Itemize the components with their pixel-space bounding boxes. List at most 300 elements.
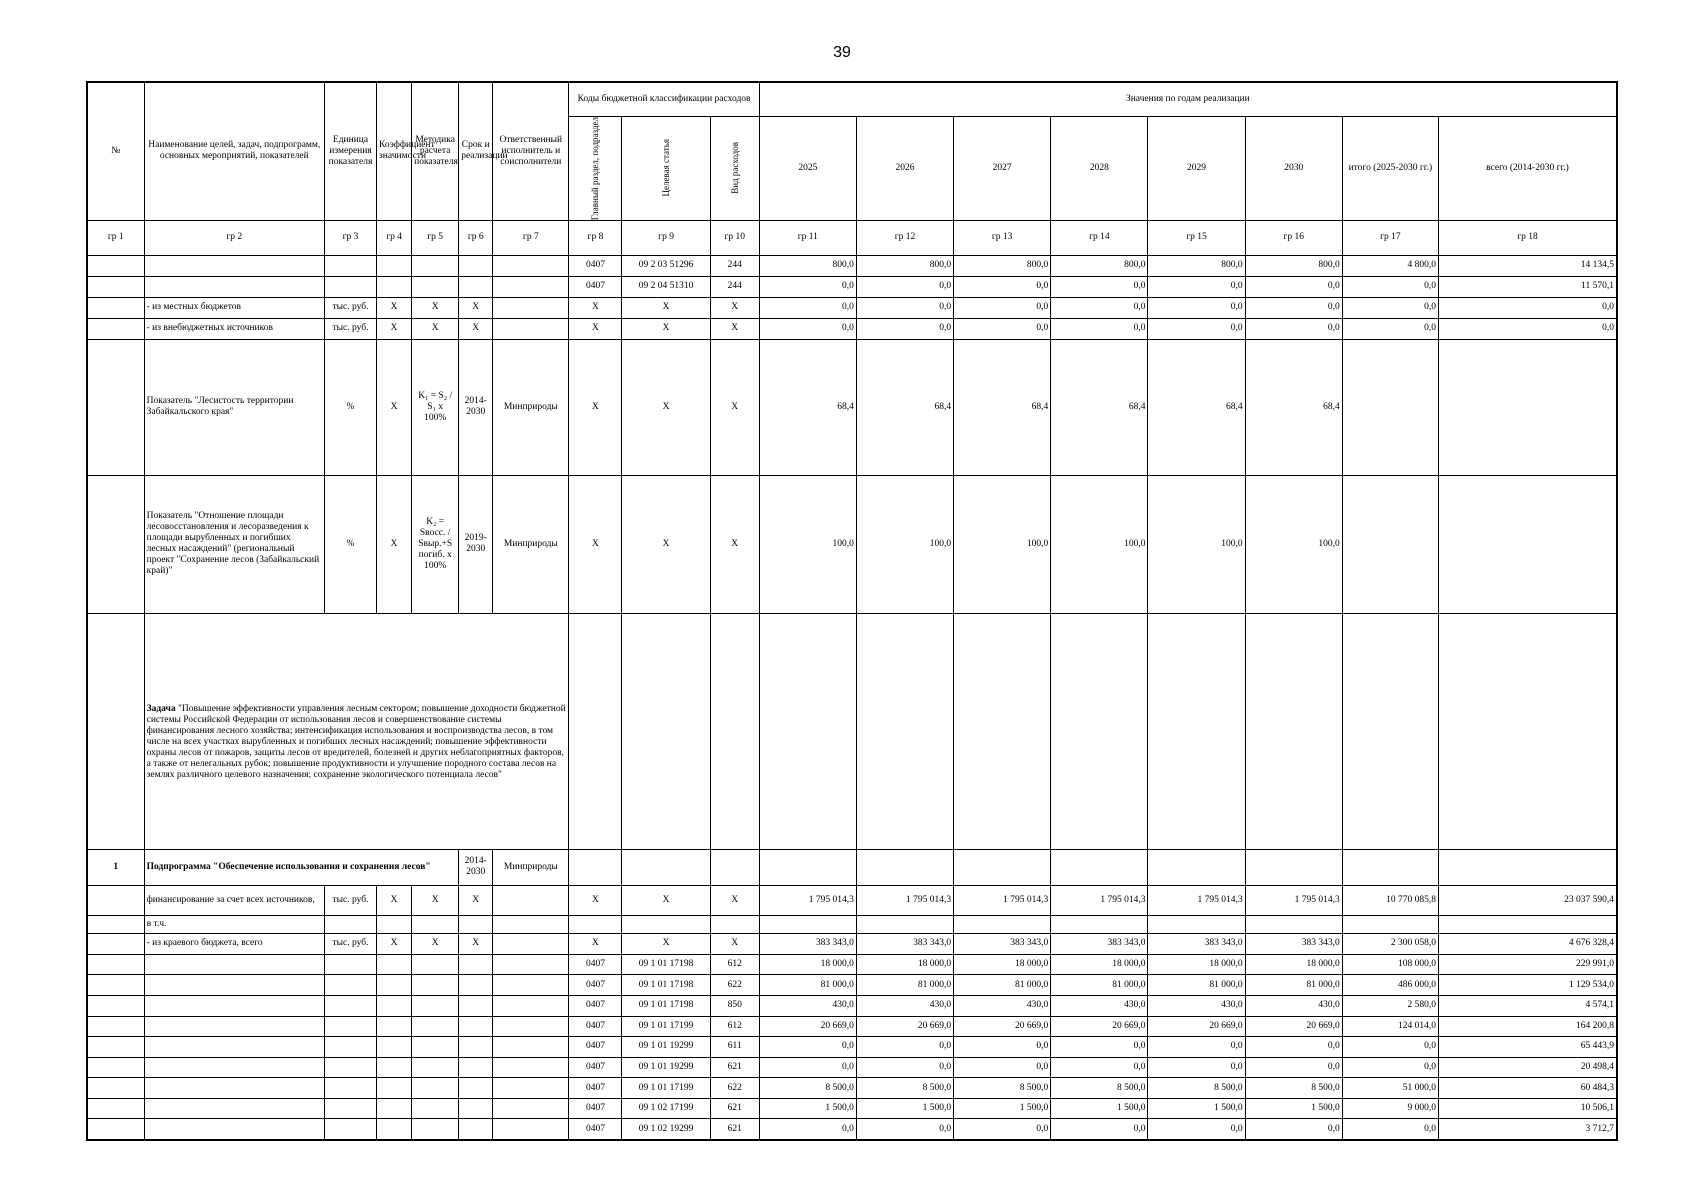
code-kind: 612: [710, 954, 759, 975]
value-cell: 0,0: [954, 318, 1051, 339]
value-cell: 0,0: [1051, 318, 1148, 339]
empty-cell: [324, 1078, 376, 1099]
empty-cell: [87, 954, 144, 975]
code-main: X: [569, 339, 622, 475]
empty-cell: [493, 1057, 569, 1078]
method-line: 100%: [424, 412, 447, 423]
group-label: гр 13: [954, 220, 1051, 255]
header-name: Наименование целей, задач, подпрограмм, основных мероприятий, показателей: [144, 82, 324, 220]
value-cell: 430,0: [1148, 995, 1245, 1016]
value-cell: 100,0: [1148, 475, 1245, 613]
value-cell: 0,0: [759, 318, 856, 339]
empty-cell: [459, 1037, 493, 1058]
value-cell: 0,0: [954, 297, 1051, 318]
group-label: гр 7: [493, 220, 569, 255]
value-cell: 100,0: [759, 475, 856, 613]
code-main: 0407: [569, 276, 622, 297]
value-cell: 0,0: [856, 1037, 953, 1058]
value-cell: 430,0: [1245, 995, 1342, 1016]
value-cell: 81 000,0: [1051, 975, 1148, 996]
value-cell: 81 000,0: [954, 975, 1051, 996]
code-kind: 622: [710, 1078, 759, 1099]
method-line: K₂ =: [426, 516, 445, 527]
code-main: 0407: [569, 954, 622, 975]
value-cell: 81 000,0: [1148, 975, 1245, 996]
value-cell: 800,0: [1245, 255, 1342, 276]
empty-cell: [377, 975, 412, 996]
subprogram-num: 1: [87, 849, 144, 885]
group-label: гр 11: [759, 220, 856, 255]
code-main: X: [569, 318, 622, 339]
value-cell: 68,4: [856, 339, 953, 475]
value-cell: 0,0: [856, 1057, 953, 1078]
empty-cell: [324, 1037, 376, 1058]
group-label: гр 2: [144, 220, 324, 255]
code-target: X: [622, 475, 710, 613]
group-label: гр 9: [622, 220, 710, 255]
value-cell: 0,0: [1051, 1057, 1148, 1078]
value-cell: 0,0: [856, 297, 953, 318]
value-cell: 0,0: [1245, 1119, 1342, 1140]
empty-cell: [459, 975, 493, 996]
value-cell: 0,0: [856, 276, 953, 297]
empty-cell: [377, 995, 412, 1016]
empty-cell: [412, 954, 459, 975]
value-cell: 1 500,0: [856, 1098, 953, 1119]
value-cell: 1 795 014,3: [1148, 885, 1245, 915]
code-target: 09 1 01 17199: [622, 1016, 710, 1037]
subprogram-name: Подпрограмма "Обеспечение использования и сохранения лесов": [144, 849, 459, 885]
header-year-2030: 2030: [1245, 116, 1342, 220]
value-cell: 1 500,0: [1051, 1098, 1148, 1119]
total-period-cell: 4 800,0: [1342, 255, 1438, 276]
empty-cell: [377, 954, 412, 975]
code-kind: 621: [710, 1057, 759, 1078]
indicator-coef: X: [377, 475, 412, 613]
value-cell: 0,0: [954, 1057, 1051, 1078]
code-main: 0407: [569, 975, 622, 996]
empty-cell: [493, 1037, 569, 1058]
code-kind: X: [710, 933, 759, 954]
row-name: - из внебюджетных источников: [144, 318, 324, 339]
value-cell: 20 669,0: [954, 1016, 1051, 1037]
empty-cell: [412, 1078, 459, 1099]
total-period-cell: 486 000,0: [1342, 975, 1438, 996]
empty-cell: [144, 1119, 324, 1140]
code-target: 09 1 01 17198: [622, 995, 710, 1016]
empty-cell: [144, 954, 324, 975]
group-label-row: [87, 220, 1617, 255]
header-year-2029: 2029: [1148, 116, 1245, 220]
value-cell: 0,0: [954, 276, 1051, 297]
group-label: гр 6: [459, 220, 493, 255]
value-cell: 0,0: [1245, 276, 1342, 297]
empty-cell: [324, 1057, 376, 1078]
total-all-cell: 4 574,1: [1438, 995, 1617, 1016]
empty-cell: [87, 1057, 144, 1078]
empty-cell: [144, 1057, 324, 1078]
empty-cell: [412, 1037, 459, 1058]
task-text: "Повышение эффективности управления лесным сектором; повышение доходности бюджетной системы Российской Федерации от использования лесов и совершенствование системы финансирования лесного хозяйства; интенсификация использования и воспроизводства лесов, в том числе на всех участках вырубленных и погибших лесных насаждений; повышение эффективности охраны лесов от пожаров, защиты лесов от вредителей, болезней и других неблагоприятных факторов, а также от нелегальных рубок; повышение продуктивности и улучшение породного состава лесов на землях различного целевого назначения; сохранение экологического потенциала лесов": [146, 704, 566, 780]
value-cell: 1 500,0: [759, 1098, 856, 1119]
group-label: гр 5: [412, 220, 459, 255]
regional-budget-row: [87, 933, 1617, 954]
empty-cell: [144, 1078, 324, 1099]
method-line: Sвыр.+S: [418, 538, 453, 549]
row-method: X: [412, 318, 459, 339]
code-target: 09 1 01 17199: [622, 1078, 710, 1099]
method-line: S₁ x: [427, 401, 444, 412]
code-main: 0407: [569, 1016, 622, 1037]
value-cell: 0,0: [1245, 1057, 1342, 1078]
regional-coef: X: [377, 933, 412, 954]
value-cell: 0,0: [759, 297, 856, 318]
value-cell: 0,0: [759, 276, 856, 297]
indicator-method: [412, 339, 459, 475]
table-row: [87, 276, 1617, 297]
code-kind: 850: [710, 995, 759, 1016]
total-period-cell: 51 000,0: [1342, 1078, 1438, 1099]
indicator-row-reforestation: [87, 475, 1617, 613]
subprogram-term: 2014-2030: [459, 849, 493, 885]
value-cell: 0,0: [1148, 1057, 1245, 1078]
empty-cell: [144, 975, 324, 996]
group-label: гр 14: [1051, 220, 1148, 255]
empty-cell: [87, 995, 144, 1016]
value-cell: 0,0: [759, 1119, 856, 1140]
code-main: 0407: [569, 1098, 622, 1119]
code-main: X: [569, 475, 622, 613]
empty-cell: [377, 1098, 412, 1119]
row-term: X: [459, 318, 493, 339]
value-cell: 20 669,0: [856, 1016, 953, 1037]
empty-cell: [324, 1016, 376, 1037]
table-row: [87, 995, 1617, 1016]
total-period-cell: 10 770 085,8: [1342, 885, 1438, 915]
value-cell: 0,0: [1245, 318, 1342, 339]
value-cell: 81 000,0: [759, 975, 856, 996]
header-num: №: [87, 82, 144, 220]
task-description: [144, 613, 569, 849]
group-label: гр 12: [856, 220, 953, 255]
value-cell: 68,4: [759, 339, 856, 475]
value-cell: 1 795 014,3: [856, 885, 953, 915]
header-year-2027: 2027: [954, 116, 1051, 220]
value-cell: 0,0: [1148, 318, 1245, 339]
value-cell: 8 500,0: [1051, 1078, 1148, 1099]
empty-cell: [87, 1119, 144, 1140]
table-row: [87, 1057, 1617, 1078]
value-cell: 0,0: [856, 1119, 953, 1140]
table-row: [87, 318, 1617, 339]
regional-name: - из краевого бюджета, всего: [144, 933, 324, 954]
method-line: 100%: [424, 560, 447, 571]
empty-cell: [377, 1016, 412, 1037]
group-label: гр 15: [1148, 220, 1245, 255]
value-cell: 8 500,0: [954, 1078, 1051, 1099]
row-method: X: [412, 297, 459, 318]
total-all-cell: 23 037 590,4: [1438, 885, 1617, 915]
value-cell: 1 500,0: [1148, 1098, 1245, 1119]
code-kind: X: [710, 318, 759, 339]
empty-cell: [144, 1037, 324, 1058]
empty-cell: [493, 1119, 569, 1140]
including-row: [87, 915, 1617, 933]
total-all-cell: 65 443,9: [1438, 1037, 1617, 1058]
financing-unit: тыс. руб.: [324, 885, 376, 915]
value-cell: 383 343,0: [1148, 933, 1245, 954]
empty-cell: [459, 1016, 493, 1037]
empty-cell: [493, 954, 569, 975]
group-label: гр 10: [710, 220, 759, 255]
header-values-by-year: Значения по годам реализации: [759, 82, 1617, 116]
empty-cell: [412, 1057, 459, 1078]
header-budget-codes: Коды бюджетной классификации расходов: [569, 82, 759, 116]
value-cell: 430,0: [759, 995, 856, 1016]
table-row: [87, 1016, 1617, 1037]
row-coef: X: [377, 318, 412, 339]
total-period-cell: 9 000,0: [1342, 1098, 1438, 1119]
value-cell: 1 795 014,3: [954, 885, 1051, 915]
code-main: 0407: [569, 1119, 622, 1140]
empty-cell: [144, 1098, 324, 1119]
value-cell: 1 795 014,3: [1245, 885, 1342, 915]
total-all-cell: 164 200,8: [1438, 1016, 1617, 1037]
value-cell: 0,0: [1051, 276, 1148, 297]
value-cell: 20 669,0: [1051, 1016, 1148, 1037]
value-cell: 18 000,0: [759, 954, 856, 975]
value-cell: 1 795 014,3: [759, 885, 856, 915]
empty-cell: [87, 1078, 144, 1099]
value-cell: 800,0: [759, 255, 856, 276]
group-label: гр 1: [87, 220, 144, 255]
value-cell: 68,4: [1245, 339, 1342, 475]
header-year-2026: 2026: [856, 116, 953, 220]
row-unit: тыс. руб.: [324, 297, 376, 318]
empty-cell: [459, 1119, 493, 1140]
total-all-cell: 0,0: [1438, 297, 1617, 318]
empty-cell: [87, 975, 144, 996]
value-cell: 1 500,0: [1245, 1098, 1342, 1119]
table-row: [87, 255, 1617, 276]
total-all-cell: 0,0: [1438, 318, 1617, 339]
group-label: гр 17: [1342, 220, 1438, 255]
value-cell: 0,0: [856, 318, 953, 339]
budget-table: [86, 81, 1618, 1141]
row-coef: X: [377, 297, 412, 318]
table-row: [87, 297, 1617, 318]
header-coef: Коэффициент значимости: [377, 82, 412, 220]
regional-term: X: [459, 933, 493, 954]
code-kind: 621: [710, 1098, 759, 1119]
code-target: 09 1 01 17198: [622, 975, 710, 996]
value-cell: 1 795 014,3: [1051, 885, 1148, 915]
empty-cell: [87, 1016, 144, 1037]
table-row: [87, 1078, 1617, 1099]
indicator-term: 2014-2030: [459, 339, 493, 475]
code-kind: X: [710, 885, 759, 915]
empty-cell: [493, 1098, 569, 1119]
value-cell: 8 500,0: [759, 1078, 856, 1099]
value-cell: 100,0: [1245, 475, 1342, 613]
table-row: [87, 1119, 1617, 1140]
total-period-cell: 0,0: [1342, 276, 1438, 297]
value-cell: 0,0: [759, 1057, 856, 1078]
empty-cell: [459, 995, 493, 1016]
code-kind: 244: [710, 276, 759, 297]
code-main: 0407: [569, 255, 622, 276]
empty-cell: [377, 1119, 412, 1140]
total-all-cell: 10 506,1: [1438, 1098, 1617, 1119]
task-label: Задача: [146, 704, 176, 714]
code-main: X: [569, 297, 622, 318]
total-period-cell: 2 580,0: [1342, 995, 1438, 1016]
value-cell: 0,0: [759, 1037, 856, 1058]
value-cell: 0,0: [954, 1037, 1051, 1058]
row-name: - из местных бюджетов: [144, 297, 324, 318]
indicator-name: Показатель "Лесистость территории Забайкальского края": [144, 339, 324, 475]
value-cell: 800,0: [1148, 255, 1245, 276]
financing-coef: X: [377, 885, 412, 915]
code-target: 09 1 01 19299: [622, 1057, 710, 1078]
financing-row: [87, 885, 1617, 915]
method-line: погиб. x: [418, 549, 452, 560]
total-all-cell: 1 129 534,0: [1438, 975, 1617, 996]
financing-term: X: [459, 885, 493, 915]
code-kind: 611: [710, 1037, 759, 1058]
page-number: 39: [833, 44, 851, 61]
value-cell: 8 500,0: [856, 1078, 953, 1099]
value-cell: 430,0: [1051, 995, 1148, 1016]
value-cell: 18 000,0: [1051, 954, 1148, 975]
row-term: X: [459, 297, 493, 318]
value-cell: 383 343,0: [954, 933, 1051, 954]
indicator-name: Показатель "Отношение площади лесовосстановления и лесоразведения к площади вырубленных и погибших лесных насаждений" (региональный проект "Сохранение лесов (Забайкальский край)": [144, 475, 324, 613]
total-all-cell: 11 570,1: [1438, 276, 1617, 297]
empty-cell: [412, 1119, 459, 1140]
value-cell: 18 000,0: [954, 954, 1051, 975]
total-period-cell: 0,0: [1342, 1057, 1438, 1078]
empty-cell: [377, 1037, 412, 1058]
total-period-cell: 124 014,0: [1342, 1016, 1438, 1037]
indicator-responsible: Минприроды: [493, 475, 569, 613]
total-period-cell: 0,0: [1342, 1119, 1438, 1140]
value-cell: 20 669,0: [1245, 1016, 1342, 1037]
code-target: X: [622, 885, 710, 915]
total-all-cell: 14 134,5: [1438, 255, 1617, 276]
code-kind: X: [710, 339, 759, 475]
total-all-cell: 60 484,3: [1438, 1078, 1617, 1099]
empty-cell: [324, 975, 376, 996]
header-responsible: Ответственный исполнитель и соисполнители: [493, 82, 569, 220]
value-cell: 8 500,0: [1148, 1078, 1245, 1099]
empty-cell: [459, 1078, 493, 1099]
value-cell: 383 343,0: [759, 933, 856, 954]
empty-cell: [459, 1057, 493, 1078]
value-cell: 383 343,0: [1245, 933, 1342, 954]
value-cell: 430,0: [856, 995, 953, 1016]
row-unit: тыс. руб.: [324, 318, 376, 339]
code-main: 0407: [569, 1037, 622, 1058]
code-target: 09 1 02 17199: [622, 1098, 710, 1119]
code-target: X: [622, 339, 710, 475]
value-cell: 68,4: [1148, 339, 1245, 475]
value-cell: 0,0: [1148, 297, 1245, 318]
code-main: 0407: [569, 1078, 622, 1099]
task-row: [87, 613, 1617, 849]
value-cell: 0,0: [1051, 1119, 1148, 1140]
value-cell: 8 500,0: [1245, 1078, 1342, 1099]
table-row: [87, 975, 1617, 996]
code-target: X: [622, 318, 710, 339]
group-label: гр 8: [569, 220, 622, 255]
empty-cell: [459, 1098, 493, 1119]
empty-cell: [324, 954, 376, 975]
value-cell: 0,0: [1051, 297, 1148, 318]
value-cell: 20 669,0: [759, 1016, 856, 1037]
code-main: 0407: [569, 995, 622, 1016]
indicator-coef: X: [377, 339, 412, 475]
empty-cell: [87, 1037, 144, 1058]
total-all-cell: 20 498,4: [1438, 1057, 1617, 1078]
value-cell: 18 000,0: [856, 954, 953, 975]
value-cell: 81 000,0: [1245, 975, 1342, 996]
regional-unit: тыс. руб.: [324, 933, 376, 954]
value-cell: 383 343,0: [1051, 933, 1148, 954]
value-cell: 100,0: [856, 475, 953, 613]
empty-cell: [412, 1016, 459, 1037]
indicator-term: 2019-2030: [459, 475, 493, 613]
value-cell: 18 000,0: [1245, 954, 1342, 975]
empty-cell: [493, 1078, 569, 1099]
empty-cell: [377, 1078, 412, 1099]
empty-cell: [324, 1119, 376, 1140]
table-row: [87, 954, 1617, 975]
total-all-cell: 4 676 328,4: [1438, 933, 1617, 954]
subprogram-row: [87, 849, 1617, 885]
code-target: 09 2 03 51296: [622, 255, 710, 276]
value-cell: 383 343,0: [856, 933, 953, 954]
header-term: Срок и реализации: [459, 82, 493, 220]
empty-cell: [324, 1098, 376, 1119]
value-cell: 68,4: [1051, 339, 1148, 475]
header-year-2025: 2025: [759, 116, 856, 220]
value-cell: 1 500,0: [954, 1098, 1051, 1119]
code-kind: 612: [710, 1016, 759, 1037]
value-cell: 0,0: [1148, 1037, 1245, 1058]
empty-cell: [412, 1098, 459, 1119]
code-kind: 244: [710, 255, 759, 276]
value-cell: 0,0: [1148, 276, 1245, 297]
value-cell: 800,0: [856, 255, 953, 276]
group-label: гр 4: [377, 220, 412, 255]
value-cell: 0,0: [1051, 1037, 1148, 1058]
indicator-unit: %: [324, 339, 376, 475]
group-label: гр 3: [324, 220, 376, 255]
code-kind: 622: [710, 975, 759, 996]
table-row: [87, 1037, 1617, 1058]
empty-cell: [459, 954, 493, 975]
value-cell: 0,0: [954, 1119, 1051, 1140]
empty-cell: [493, 1016, 569, 1037]
empty-cell: [412, 975, 459, 996]
header-code-target: Целевая статья: [622, 116, 710, 220]
total-period-cell: 2 300 058,0: [1342, 933, 1438, 954]
indicator-unit: %: [324, 475, 376, 613]
indicator-responsible: Минприроды: [493, 339, 569, 475]
table-row: [87, 1098, 1617, 1119]
value-cell: 100,0: [1051, 475, 1148, 613]
